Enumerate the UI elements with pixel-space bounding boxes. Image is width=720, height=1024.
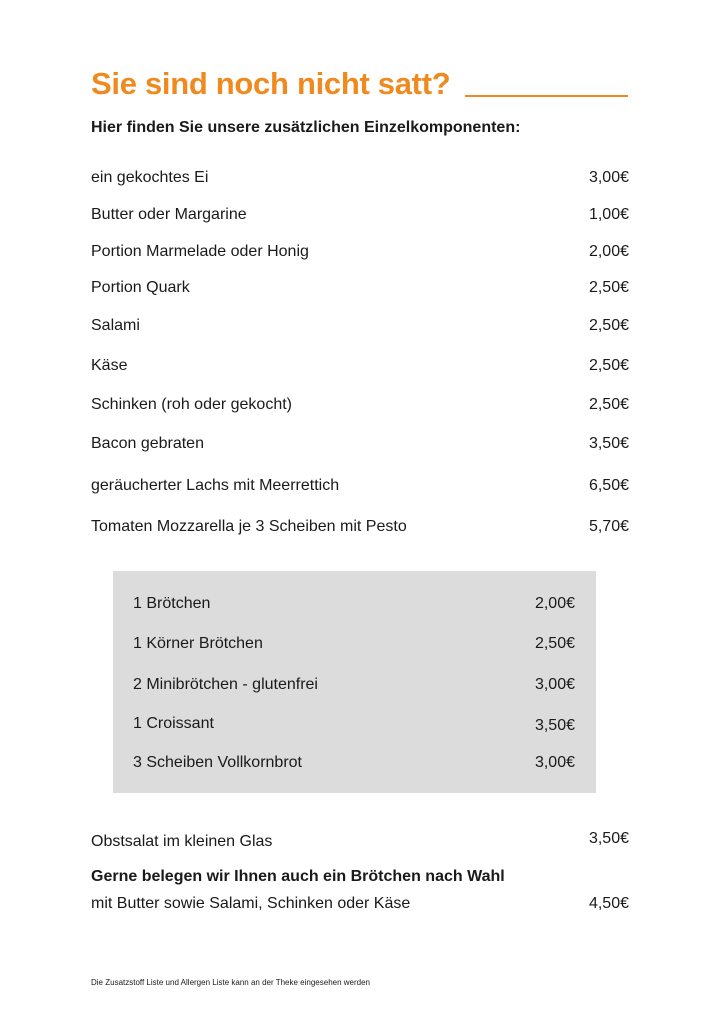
- bread-item-price: 3,00€: [534, 754, 575, 771]
- menu-item-name: ein gekochtes Ei: [91, 169, 209, 186]
- page-title: Sie sind noch nicht satt?: [91, 66, 451, 101]
- extra-item-price: 3,50€: [588, 830, 629, 847]
- menu-item-name: Portion Marmelade oder Honig: [91, 243, 309, 260]
- extra-item-price: 4,50€: [588, 895, 629, 912]
- footer-note: Die Zusatzstoff Liste und Allergen Liste kann an der Theke eingesehen werden: [91, 978, 370, 987]
- menu-item-price: 5,70€: [588, 518, 629, 535]
- menu-item-price: 2,50€: [588, 317, 629, 334]
- menu-item-name: Schinken (roh oder gekocht): [91, 396, 292, 413]
- extra-item-name: mit Butter sowie Salami, Schinken oder Käse: [91, 895, 411, 912]
- bread-item-name: 1 Brötchen: [133, 595, 211, 612]
- bread-item-name: 3 Scheiben Vollkornbrot: [133, 754, 302, 771]
- menu-item-name: Portion Quark: [91, 279, 190, 296]
- menu-item-price: 3,50€: [588, 435, 629, 452]
- topping-heading: Gerne belegen wir Ihnen auch ein Brötchen nach Wahl: [91, 868, 505, 885]
- bread-item-name: 2 Minibrötchen - glutenfrei: [133, 676, 318, 693]
- menu-item-price: 2,50€: [588, 279, 629, 296]
- page-subtitle: Hier finden Sie unsere zusätzlichen Einzelkomponenten:: [91, 119, 521, 136]
- menu-item-name: geräucherter Lachs mit Meerrettich: [91, 477, 340, 494]
- menu-item-price: 2,50€: [588, 357, 629, 374]
- menu-item-price: 2,50€: [588, 396, 629, 413]
- menu-item-price: 1,00€: [588, 206, 629, 223]
- bread-item-price: 2,00€: [534, 595, 575, 612]
- menu-item-name: Butter oder Margarine: [91, 206, 247, 223]
- menu-item-name: Bacon gebraten: [91, 435, 204, 452]
- bread-item-price: 3,50€: [534, 717, 575, 734]
- menu-item-price: 2,00€: [588, 243, 629, 260]
- bread-item-name: 1 Körner Brötchen: [133, 635, 263, 652]
- menu-item-price: 6,50€: [588, 477, 629, 494]
- bread-item-name: 1 Croissant: [133, 715, 214, 732]
- bread-item-price: 2,50€: [534, 635, 575, 652]
- title-divider: [465, 95, 628, 97]
- extra-item-name: Obstsalat im kleinen Glas: [91, 833, 273, 850]
- menu-item-name: Salami: [91, 317, 140, 334]
- menu-item-name: Tomaten Mozzarella je 3 Scheiben mit Pesto: [91, 518, 407, 535]
- menu-item-name: Käse: [91, 357, 128, 374]
- bread-item-price: 3,00€: [534, 676, 575, 693]
- menu-item-price: 3,00€: [588, 169, 629, 186]
- bread-box: [113, 571, 596, 793]
